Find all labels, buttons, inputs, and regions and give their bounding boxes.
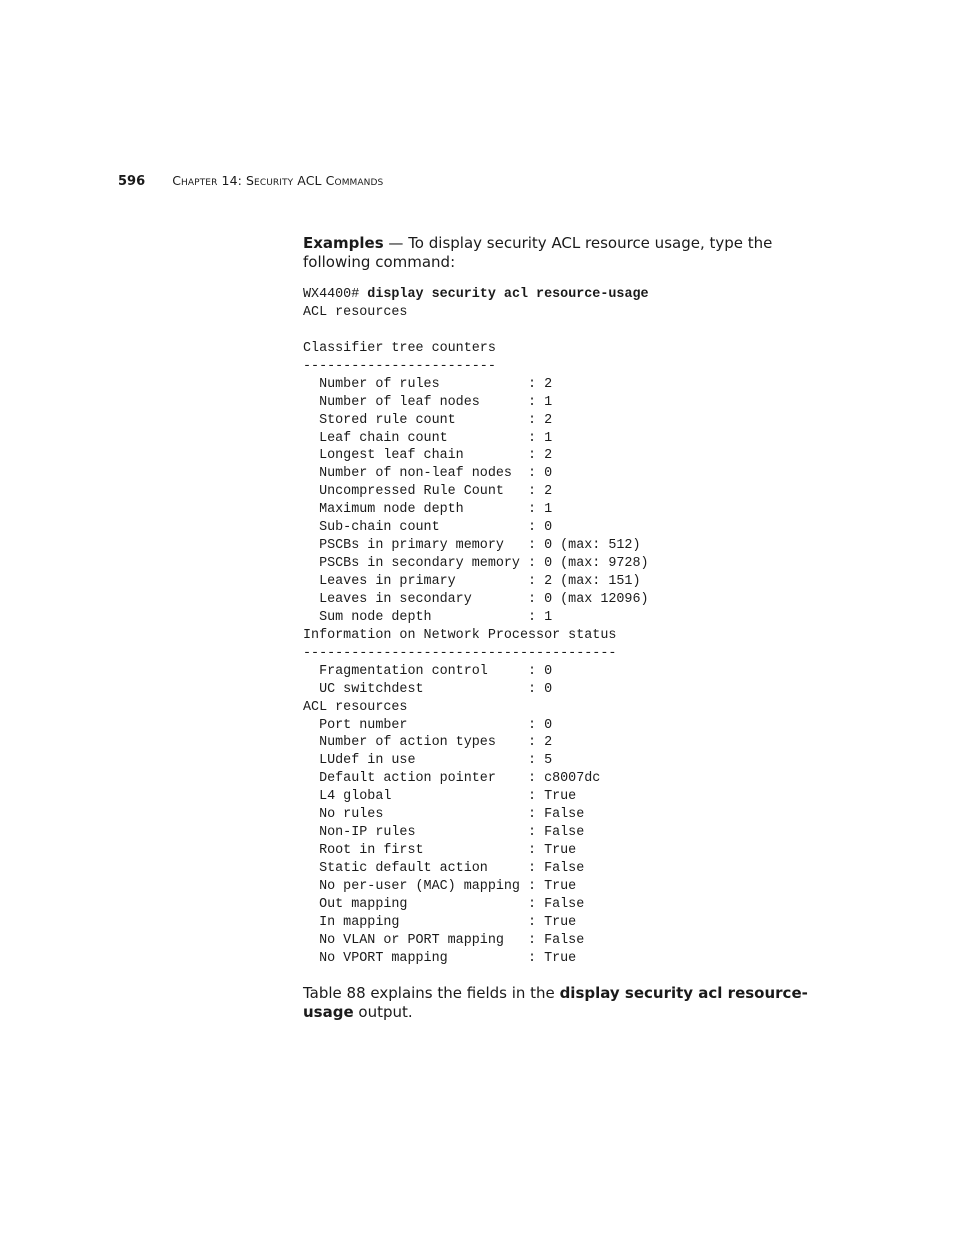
output-line: Fragmentation control : 0 xyxy=(303,663,553,679)
output-line: Port number : 0 xyxy=(303,717,553,733)
output-line: No VLAN or PORT mapping : False xyxy=(303,932,585,948)
chapter-title: Chapter 14: Security ACL Commands xyxy=(172,173,384,188)
examples-text: — To display security ACL resource usage, type the following command: xyxy=(303,234,773,271)
output-line: ACL resources xyxy=(303,304,408,320)
output-line: Leaf chain count : 1 xyxy=(303,430,553,446)
table-reference-paragraph xyxy=(303,984,823,1022)
output-line: LUdef in use : 5 xyxy=(303,753,553,769)
command-text: display security acl resource-usage xyxy=(367,287,649,302)
table-ref-command: display security acl resource-usage xyxy=(303,983,808,1021)
output-line: Number of non-leaf nodes : 0 xyxy=(303,466,553,482)
output-line: Number of rules : 2 xyxy=(303,376,553,392)
output-line: Leaves in primary : 2 (max: 151) xyxy=(303,574,641,590)
output-line: In mapping : True xyxy=(303,914,577,930)
output-line: Static default action : False xyxy=(303,861,585,877)
output-line: Default action pointer : c8007dc xyxy=(303,771,601,787)
output-line: --------------------------------------- xyxy=(303,645,617,661)
output-line: Number of action types : 2 xyxy=(303,735,553,751)
table-ref-before: Table 88 explains the fields in the xyxy=(303,983,560,1002)
command-line xyxy=(303,286,823,304)
output-line: Out mapping : False xyxy=(303,896,585,912)
output-line: Number of leaf nodes : 1 xyxy=(303,394,553,410)
examples-label: Examples xyxy=(303,234,384,252)
output-line: Leaves in secondary : 0 (max 12096) xyxy=(303,591,649,607)
output-line: No VPORT mapping : True xyxy=(303,950,577,966)
output-line: ------------------------ xyxy=(303,358,496,374)
command-output xyxy=(303,304,823,968)
output-line: Longest leaf chain : 2 xyxy=(303,448,553,464)
examples-paragraph xyxy=(303,234,823,272)
output-line: Classifier tree counters xyxy=(303,340,496,356)
output-line: Root in first : True xyxy=(303,843,577,859)
output-line: UC switchdest : 0 xyxy=(303,681,553,697)
output-line: Non-IP rules : False xyxy=(303,825,585,841)
page-number: 596 xyxy=(118,174,146,189)
output-line: No rules : False xyxy=(303,807,585,823)
table-ref-after: output. xyxy=(353,1002,413,1021)
output-line: L4 global : True xyxy=(303,789,577,805)
output-line: Sub-chain count : 0 xyxy=(303,520,553,536)
output-line: Sum node depth : 1 xyxy=(303,609,553,625)
output-line xyxy=(303,322,823,340)
output-line: Information on Network Processor status xyxy=(303,627,617,643)
running-header xyxy=(118,171,383,191)
output-line: PSCBs in primary memory : 0 (max: 512) xyxy=(303,538,641,554)
output-line: Maximum node depth : 1 xyxy=(303,502,553,518)
output-line: No per-user (MAC) mapping : True xyxy=(303,878,577,894)
output-line: Stored rule count : 2 xyxy=(303,412,553,428)
command-prompt: WX4400# xyxy=(303,287,368,302)
output-line: PSCBs in secondary memory : 0 (max: 9728) xyxy=(303,556,649,572)
output-line: Uncompressed Rule Count : 2 xyxy=(303,484,553,500)
output-line: ACL resources xyxy=(303,699,408,715)
main-content xyxy=(303,234,823,1022)
